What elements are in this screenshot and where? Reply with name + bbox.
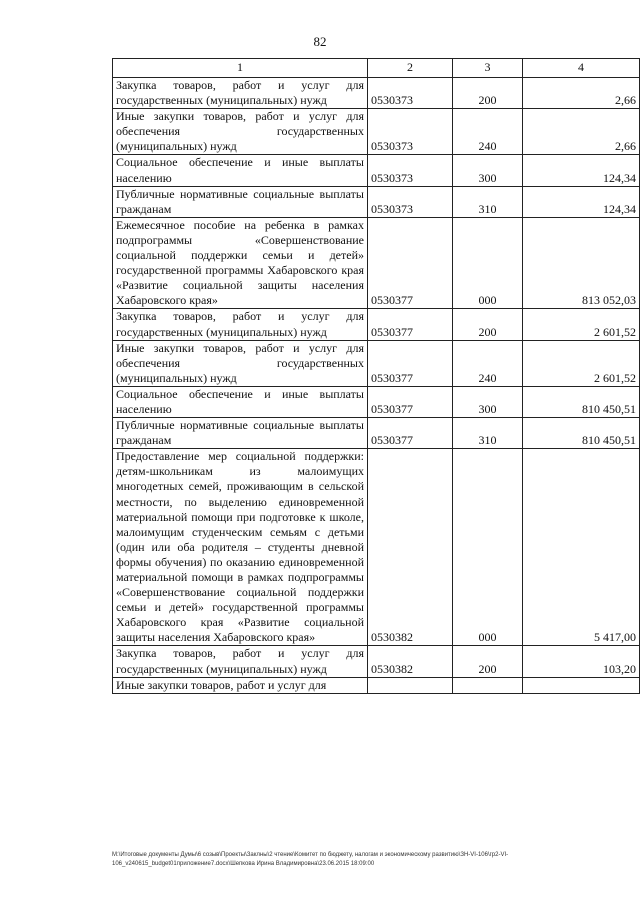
row-target-code: 0530377: [368, 217, 453, 309]
table-row: [113, 449, 640, 646]
row-description: Социальное обеспечение и иные выплаты населению: [113, 386, 368, 417]
row-expense-type: 200: [453, 309, 523, 340]
row-description: Предоставление мер социальной поддержки: детям-школьникам из малоимущих многодетных семей, проживающим в сельской местности, по выделению единовременной материальной помощи при подготовке к школе, малоимущим студенческим семьям с детьми (один или оба родителя – студенты дневной формы обучения) по оказанию единовременной материальной помощи в рамках подпрограммы «Совершенствование социальной поддержки семьи и детей» государственной программы Хабаровского края «Развитие социальной защиты населения Хабаровского края»: [113, 449, 368, 646]
row-expense-type: 300: [453, 155, 523, 186]
footer-line-2: 106_v240615_budget01приложение7.docx\Шепкова Ирина Владимировна\23.06.2015 18:09:00: [112, 860, 375, 867]
row-amount: 103,20: [523, 646, 640, 677]
row-target-code: 0530373: [368, 155, 453, 186]
row-target-code: 0530373: [368, 78, 453, 109]
row-expense-type: 000: [453, 449, 523, 646]
header-col-1: 1: [113, 59, 368, 78]
footer-line-1: M:\Итоговые документы Думы\6 созыв\Проекты\Заклны\2 чтение\Комитет по бюджету, налогам и экономическому развитию\ЗН-VI-106\гр2-VI-: [112, 852, 509, 858]
row-target-code: 0530373: [368, 109, 453, 155]
row-expense-type: 000: [453, 217, 523, 309]
row-description: Ежемесячное пособие на ребенка в рамках подпрограммы «Совершенствование социальной поддержки семьи и детей» государственной программы Хабаровского края «Развитие социальной защиты населения Хабаровского края»: [113, 217, 368, 309]
row-target-code: [368, 677, 453, 693]
row-amount: 124,34: [523, 155, 640, 186]
table-row: [113, 155, 640, 186]
row-expense-type: 200: [453, 646, 523, 677]
row-description: Иные закупки товаров, работ и услуг для обеспечения государственных (муниципальных) нужд: [113, 109, 368, 155]
row-amount: 124,34: [523, 186, 640, 217]
table-row: [113, 386, 640, 417]
row-expense-type: 240: [453, 340, 523, 386]
row-amount: [523, 677, 640, 693]
table-header-row: [113, 59, 640, 78]
row-target-code: 0530382: [368, 449, 453, 646]
row-target-code: 0530373: [368, 186, 453, 217]
row-description: Иные закупки товаров, работ и услуг для обеспечения государственных (муниципальных) нужд: [113, 340, 368, 386]
row-expense-type: 310: [453, 186, 523, 217]
header-col-4: 4: [523, 59, 640, 78]
row-target-code: 0530377: [368, 340, 453, 386]
row-amount: 2,66: [523, 109, 640, 155]
row-description: Иные закупки товаров, работ и услуг для: [113, 677, 368, 693]
row-amount: 810 450,51: [523, 386, 640, 417]
row-amount: 5 417,00: [523, 449, 640, 646]
row-expense-type: 310: [453, 418, 523, 449]
row-description: Закупка товаров, работ и услуг для государственных (муниципальных) нужд: [113, 78, 368, 109]
row-amount: 2 601,52: [523, 340, 640, 386]
document-footer-path: [112, 851, 612, 868]
row-amount: 2,66: [523, 78, 640, 109]
row-amount: 810 450,51: [523, 418, 640, 449]
row-expense-type: 200: [453, 78, 523, 109]
table-row: [113, 186, 640, 217]
row-target-code: 0530382: [368, 646, 453, 677]
row-amount: 2 601,52: [523, 309, 640, 340]
table-row: [113, 309, 640, 340]
row-description: Закупка товаров, работ и услуг для государственных (муниципальных) нужд: [113, 309, 368, 340]
header-col-3: 3: [453, 59, 523, 78]
table-row: [113, 78, 640, 109]
row-target-code: 0530377: [368, 309, 453, 340]
row-expense-type: 240: [453, 109, 523, 155]
row-description: Публичные нормативные социальные выплаты гражданам: [113, 186, 368, 217]
row-amount: 813 052,03: [523, 217, 640, 309]
budget-table: [112, 58, 640, 694]
row-target-code: 0530377: [368, 418, 453, 449]
table-row: [113, 217, 640, 309]
row-expense-type: [453, 677, 523, 693]
page-number: 82: [313, 34, 327, 49]
row-description: Публичные нормативные социальные выплаты гражданам: [113, 418, 368, 449]
table-row: [113, 340, 640, 386]
table-row: [113, 109, 640, 155]
table-row: [113, 418, 640, 449]
row-description: Социальное обеспечение и иные выплаты населению: [113, 155, 368, 186]
header-col-2: 2: [368, 59, 453, 78]
row-target-code: 0530377: [368, 386, 453, 417]
row-expense-type: 300: [453, 386, 523, 417]
row-description: Закупка товаров, работ и услуг для государственных (муниципальных) нужд: [113, 646, 368, 677]
table-row: [113, 646, 640, 677]
table-row: [113, 677, 640, 693]
